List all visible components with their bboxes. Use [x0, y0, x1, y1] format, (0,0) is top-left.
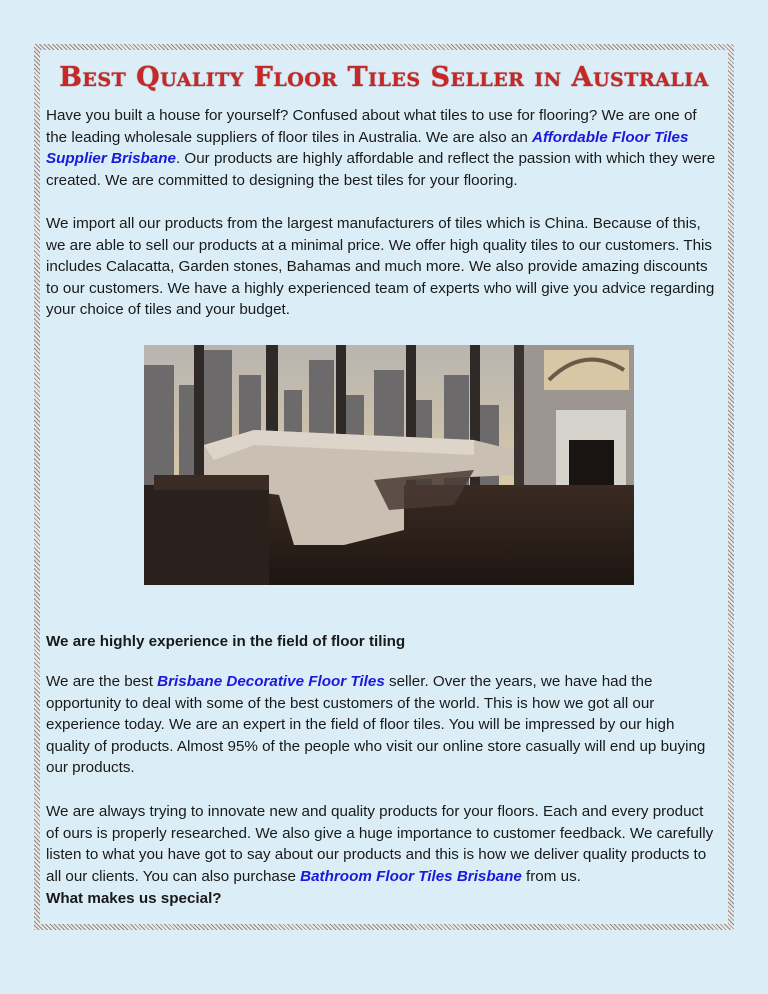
experience-paragraph [46, 671, 718, 779]
living-room-image [144, 345, 634, 585]
experience-text-1: We are the best [46, 673, 158, 690]
special-heading: What makes us special? [46, 890, 222, 907]
affordable-floor-tiles-link[interactable]: Affordable Floor Tiles Supplier Brisbane [46, 128, 689, 167]
innovation-text-1: We are always trying to innovate new and quality products for your floors. Each and every product of ours is properly researched. We also give a huge importance to customer feedback. We carefully listen to what you have got to say about our products and this is how we deliver quality products to all our clients. You can also purchase [46, 803, 714, 885]
brisbane-decorative-tiles-link[interactable]: Brisbane Decorative Floor Tiles [157, 673, 385, 690]
import-paragraph: We import all our products from the largest manufacturers of tiles which is China. Because of this, we are able to sell our products at a minimal price. We offer high quality tiles to our customers. This includes Calacatta, Garden stones, Bahamas and much more. We also provide amazing discounts to our customers. We have a highly experienced team of experts who will give you advice regarding your choice of tiles and your budget. [46, 215, 715, 318]
intro-text-1: Have you built a house for yourself? Confused about what tiles to use for flooring? We are one of the leading wholesale suppliers of floor tiles in Australia. We are also an [46, 107, 697, 146]
innovation-text-2: from us. [521, 867, 581, 885]
experience-text-2: seller. Over the years, we have had the opportunity to deal with some of the best customers of the world. This is how we got all our experience today. We are an expert in the field of floor tiles. You will be impressed by our high quality of products. Almost 95% of the people who visit our online store casually will end up buying our products. [46, 673, 706, 776]
bathroom-floor-tiles-link[interactable]: Bathroom Floor Tiles Brisbane [300, 867, 522, 885]
page-title: Best Quality Floor Tiles Seller in Australia [59, 62, 709, 93]
experience-heading: We are highly experience in the field of floor tiling [46, 633, 406, 650]
page-border [34, 44, 734, 930]
intro-paragraph [46, 105, 718, 191]
innovation-paragraph [46, 801, 718, 887]
intro-text-2: . Our products are highly affordable and reflect the passion with which they were created. We are committed to designing the best tiles for your flooring. [46, 150, 716, 189]
